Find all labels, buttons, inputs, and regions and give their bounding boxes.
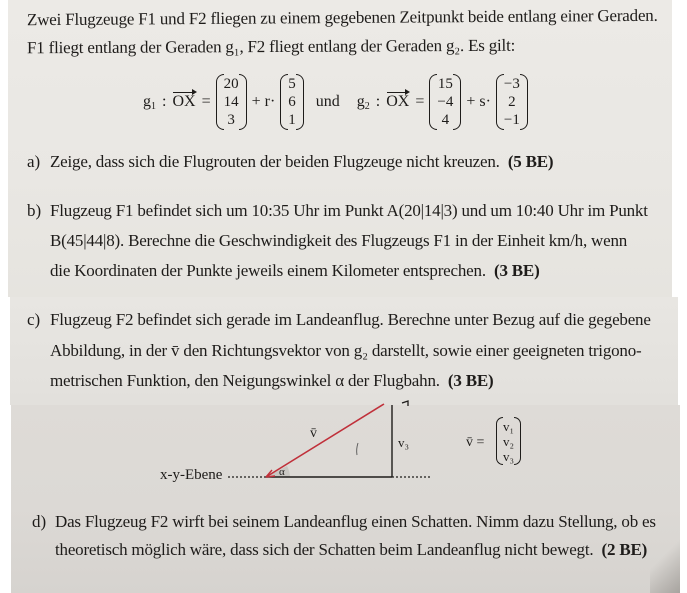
equals-sign: = — [201, 93, 211, 110]
task-a-marker: a) — [27, 152, 41, 171]
vector-ox: OX — [386, 93, 410, 110]
colon: : — [375, 93, 381, 110]
intro-line-2: F1 fliegt entlang der Geraden g₁, F2 fliegt entlang der Geraden g₂. Es gilt: — [26, 35, 516, 58]
intro-line-1: Zwei Flugzeuge F1 und F2 fliegen zu einem gegebenen Zeitpunkt beide entlang einer Geraden. — [26, 5, 658, 30]
colon: : — [162, 93, 167, 110]
alpha-angle-label: α — [279, 466, 285, 478]
vector-definition-label: v̄ = — [466, 435, 485, 450]
g1-name: $g_1$ — [143, 92, 156, 112]
xy-plane-label: x-y-Ebene — [160, 467, 223, 483]
task-d-marker: d) — [32, 512, 47, 531]
triangle-figure — [0, 390, 687, 490]
task-b-line-2: B(45|44|8). Berechne die Geschwindigkeit des Flugzeugs F1 in der Einheit km/h, wenn — [50, 231, 628, 250]
plus-s: + s· — [466, 93, 491, 110]
task-b-points: (3 BE) — [493, 261, 540, 280]
line-equations — [140, 72, 530, 132]
vector-v-label: v̄ — [310, 426, 317, 441]
task-c-line-3: metrischen Funktion, den Neigungswinkel α der Flugbahn. (3 BE) — [50, 371, 494, 390]
task-b-line-1: Flugzeug F1 befindet sich um 10:35 Uhr im Punkt A(20|14|3) und um 10:40 Uhr im Punkt — [50, 201, 648, 220]
g1-direction-vector: 5 6 1 — [280, 73, 304, 131]
task-c-marker: c) — [27, 310, 41, 329]
task-d-line-2: theoretisch möglich wäre, dass sich der Schatten beim Landeanflug nicht bewegt. (2 BE) — [55, 540, 648, 559]
g2-support-vector: 15 −4 4 — [429, 73, 461, 131]
g2-name: $g_2$ — [356, 92, 370, 112]
equals-sign: = — [415, 93, 425, 110]
task-c-line-1: Flugzeug F2 befindet sich gerade im Landeanflug. Berechne unter Bezug auf die gegebene — [50, 310, 651, 329]
task-d-line-1: Das Flugzeug F2 wirft bei seinem Landeanflug einen Schatten. Nimm dazu Stellung, ob es — [55, 512, 656, 531]
und-word: und — [315, 93, 340, 110]
task-b-marker: b) — [27, 201, 42, 220]
g2-direction-vector: −3 2 −1 — [496, 73, 528, 131]
task-c-line-2: Abbildung, in der v̄ den Richtungsvektor von g₂ darstellt, sowie einer geeigneten trigono- — [50, 341, 642, 360]
task-a-text: Zeige, dass sich die Flugrouten der beiden Flugzeuge nicht kreuzen. (5 BE) — [50, 152, 554, 171]
task-b-line-3: die Koordinaten der Punkte jeweils einem Kilometer entsprechen. (3 BE) — [50, 261, 540, 280]
task-d-points: (2 BE) — [601, 540, 648, 559]
g1-support-vector: 20 14 3 — [216, 73, 247, 131]
vector-v-components: v₁ v₂ v₃ — [496, 416, 521, 466]
task-c-points: (3 BE) — [447, 371, 494, 390]
task-a-points: (5 BE) — [507, 152, 554, 171]
v3-height-label: v₃ — [398, 435, 410, 450]
vector-ox: OX — [172, 93, 196, 110]
plus-r: + r· — [251, 93, 276, 110]
inclination-diagram — [0, 390, 687, 490]
